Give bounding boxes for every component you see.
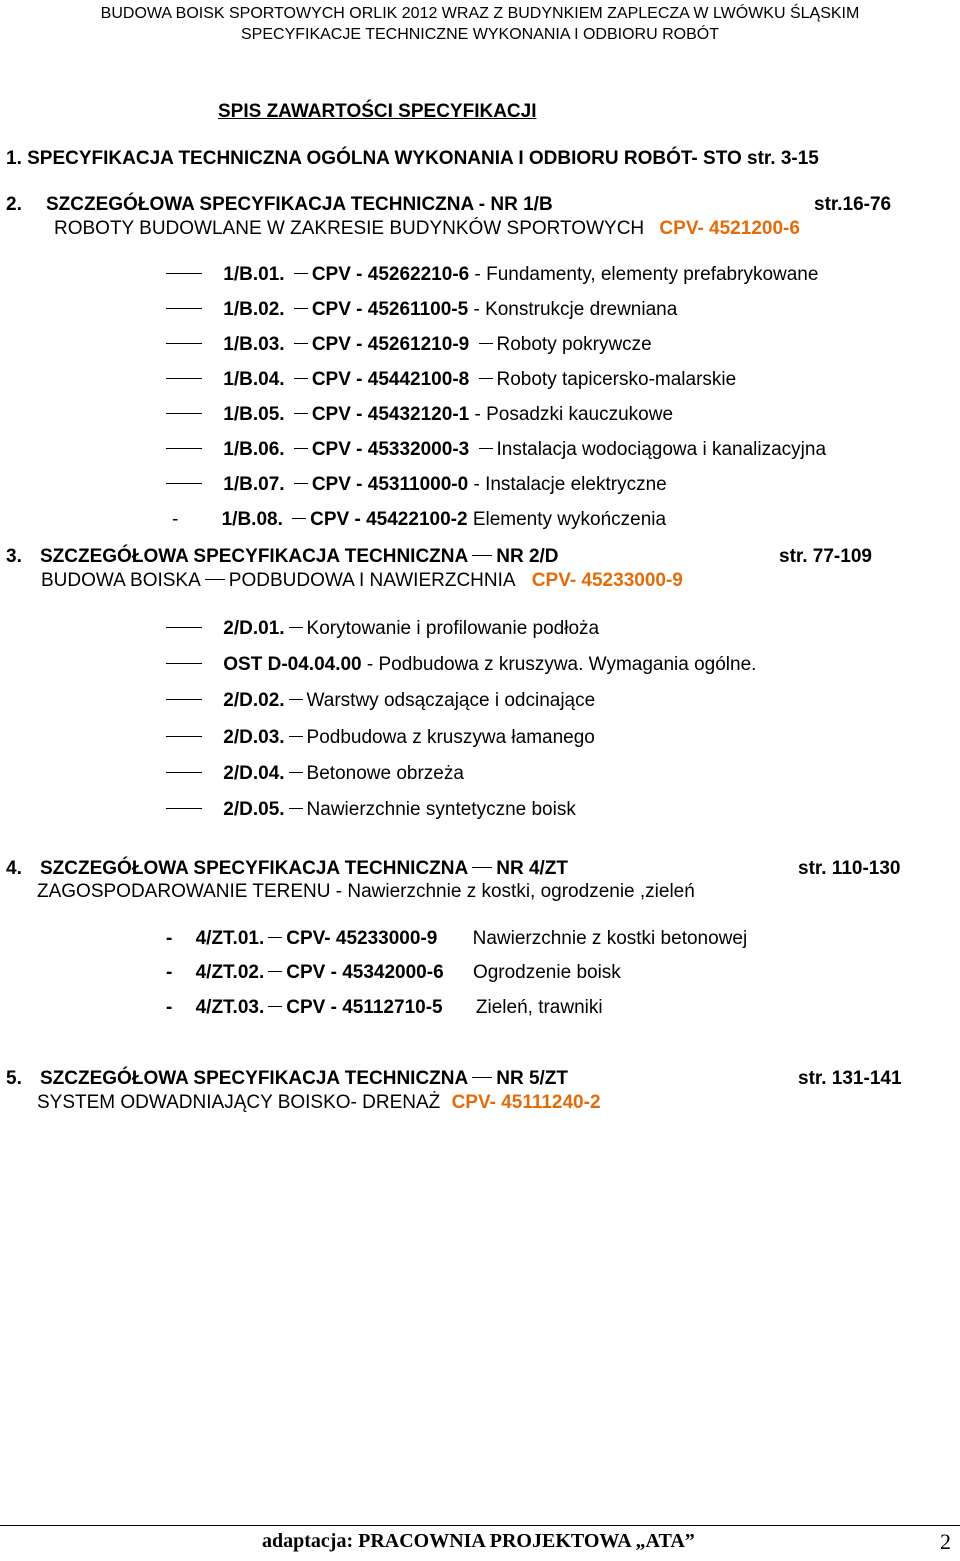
list-item [166, 654, 756, 676]
item-code: 1/B.07. [223, 474, 285, 495]
dash-separator [268, 937, 282, 938]
item-cpv: CPV - 45432120-1 [311, 404, 470, 425]
item-cpv: CPV - 45261100-5 [311, 299, 469, 320]
dash-bullet [166, 663, 202, 664]
dash-separator [294, 483, 308, 484]
item-code: 1/B.05. [223, 404, 285, 425]
item-desc: Betonowe obrzeża [306, 763, 464, 784]
dash-bullet [166, 308, 202, 309]
dash-separator [205, 579, 225, 580]
item-desc: Warstwy odsączające i odcinające [306, 690, 596, 711]
list-item [166, 404, 673, 426]
dash-bullet [166, 483, 202, 484]
dash-bullet [166, 448, 202, 449]
header-line-1: BUDOWA BOISK SPORTOWYCH ORLIK 2012 WRAZ Z BUDYNKIEM ZAPLECZA W LWÓWKU ŚLĄSKIM [100, 5, 860, 22]
section-2-cpv: CPV- 4521200-6 [659, 218, 800, 239]
list-item [166, 618, 599, 640]
item-sep: - [473, 474, 480, 495]
item-cpv: CPV - 45422100-2 [310, 509, 468, 530]
section-4-title: SZCZEGÓŁOWA SPECYFIKACJA TECHNICZNA [40, 858, 469, 879]
hyphen-bullet: - [166, 962, 173, 983]
footer-divider [0, 1525, 960, 1526]
dash-bullet [166, 772, 202, 773]
section-2-pages: str.16-76 [814, 194, 892, 215]
section-5-subtitle-text: SYSTEM ODWADNIAJĄCY BOISKO- DRENAŻ [37, 1092, 441, 1113]
dash-separator [294, 273, 308, 274]
item-desc: Roboty pokrywcze [496, 334, 652, 355]
item-cpv: CPV - 45442100-8 [311, 369, 470, 390]
dash-separator [268, 971, 282, 972]
list-item [166, 799, 576, 821]
item-code: 2/D.03. [223, 727, 285, 748]
item-desc: Podbudowa z kruszywa łamanego [306, 727, 595, 748]
dash-separator [472, 867, 492, 868]
item-cpv: CPV - 45311000-0 [311, 474, 469, 495]
dash-separator [294, 413, 308, 414]
section-5-title: SZCZEGÓŁOWA SPECYFIKACJA TECHNICZNA [40, 1068, 469, 1089]
dash-bullet [166, 736, 202, 737]
item-cpv: CPV - 45342000-6 [286, 962, 444, 983]
list-item [166, 962, 621, 984]
dash-separator [479, 343, 493, 344]
dash-separator [268, 1006, 282, 1007]
list-item [166, 439, 826, 461]
section-3-nr: NR 2/D [496, 546, 559, 567]
dash-separator [294, 308, 308, 309]
dash-separator [294, 448, 308, 449]
item-sep: - [474, 404, 481, 425]
section-3-title: SZCZEGÓŁOWA SPECYFIKACJA TECHNICZNA [40, 546, 469, 567]
section-5-number: 5. [6, 1068, 22, 1089]
item-cpv: CPV- 45233000-9 [286, 928, 438, 949]
item-code: 1/B.06. [223, 439, 285, 460]
dash-bullet [166, 273, 202, 274]
item-desc: Nawierzchnie z kostki betonowej [472, 928, 748, 949]
list-item [166, 690, 595, 712]
section-3-subtitle-a: BUDOWA BOISKA [41, 570, 201, 591]
item-desc: Korytowanie i profilowanie podłoża [306, 618, 600, 639]
footer-text: adaptacja: PRACOWNIA PROJEKTOWA „ATA” [262, 1530, 695, 1552]
item-cpv: CPV - 45332000-3 [311, 439, 470, 460]
header-line-2: SPECYFIKACJE TECHNICZNE WYKONANIA I ODBIORU ROBÓT [241, 26, 719, 43]
item-code: 4/ZT.01. [195, 928, 265, 949]
dash-bullet [166, 378, 202, 379]
list-item [166, 474, 667, 496]
item-desc: Nawierzchnie syntetyczne boisk [306, 799, 576, 820]
item-desc: - Podbudowa z kruszywa. Wymagania ogólne. [366, 654, 757, 675]
dash-separator [479, 378, 493, 379]
item-desc: Instalacja wodociągowa i kanalizacyjna [496, 439, 827, 460]
item-sep: - [473, 299, 480, 320]
section-2-subtitle [54, 218, 800, 240]
list-item [166, 727, 595, 749]
section-3-subtitle-b: PODBUDOWA I NAWIERZCHNIA [228, 570, 515, 591]
dash-separator [292, 518, 306, 519]
list-item [172, 509, 666, 531]
section-5-subtitle [37, 1092, 601, 1114]
dash-separator [289, 772, 303, 773]
item-cpv: CPV - 45262210-6 [311, 264, 470, 285]
item-code: 1/B.01. [223, 264, 285, 285]
dash-separator [472, 1077, 492, 1078]
dash-separator [289, 736, 303, 737]
list-item [166, 299, 677, 321]
section-5-nr: NR 5/ZT [496, 1068, 568, 1089]
item-code: 2/D.02. [223, 690, 285, 711]
item-code: 1/B.03. [223, 334, 285, 355]
section-2-number: 2. [6, 194, 22, 215]
item-cpv: CPV - 45112710-5 [286, 997, 443, 1018]
section-4-subtitle: ZAGOSPODAROWANIE TERENU - Nawierzchnie z kostki, ogrodzenie ,zieleń [37, 881, 695, 902]
section-4-number: 4. [6, 858, 22, 879]
item-desc: Roboty tapicersko-malarskie [496, 369, 737, 390]
section-1-line: 1. SPECYFIKACJA TECHNICZNA OGÓLNA WYKONANIA I ODBIORU ROBÓT- STO str. 3-15 [6, 148, 819, 169]
item-code: 2/D.04. [223, 763, 285, 784]
list-item [166, 264, 818, 286]
item-cpv: CPV - 45261210-9 [311, 334, 470, 355]
section-2-subtitle-text: ROBOTY BUDOWLANE W ZAKRESIE BUDYNKÓW SPORTOWYCH [54, 218, 645, 239]
list-item [166, 997, 603, 1019]
dash-bullet [166, 413, 202, 414]
dash-bullet [166, 343, 202, 344]
hyphen-bullet: - [166, 928, 173, 949]
section-2-title: SZCZEGÓŁOWA SPECYFIKACJA TECHNICZNA - NR 1/B [46, 194, 553, 215]
section-5-pages: str. 131-141 [798, 1068, 902, 1089]
item-desc: Konstrukcje drewniana [485, 299, 678, 320]
section-4-nr: NR 4/ZT [496, 858, 568, 879]
dash-separator [472, 555, 492, 556]
dash-separator [289, 808, 303, 809]
section-5-title-line [40, 1068, 568, 1090]
section-3-title-line [40, 546, 559, 568]
list-item [166, 928, 747, 950]
item-code: 2/D.05. [223, 799, 285, 820]
item-desc: Zieleń, trawniki [475, 997, 603, 1018]
dash-bullet [166, 699, 202, 700]
item-desc: Ogrodzenie boisk [472, 962, 621, 983]
item-desc: Elementy wykończenia [472, 509, 667, 530]
hyphen-bullet: - [172, 509, 179, 530]
list-item [166, 763, 464, 785]
dash-bullet [166, 627, 202, 628]
item-code: OST D-04.04.00 [223, 654, 362, 675]
item-code: 4/ZT.03. [195, 997, 265, 1018]
section-3-number: 3. [6, 546, 22, 567]
hyphen-bullet: - [166, 997, 173, 1018]
dash-separator [479, 448, 493, 449]
section-3-cpv: CPV- 45233000-9 [531, 570, 683, 591]
item-code: 2/D.01. [223, 618, 285, 639]
list-item [166, 369, 736, 391]
section-4-pages: str. 110-130 [798, 858, 901, 879]
item-code: 4/ZT.02. [195, 962, 265, 983]
dash-separator [289, 699, 303, 700]
section-5-cpv: CPV- 45111240-2 [451, 1092, 601, 1113]
section-3-subtitle [41, 570, 683, 592]
item-desc: Posadzki kauczukowe [486, 404, 674, 425]
page-title: SPIS ZAWARTOŚCI SPECYFIKACJI [218, 101, 537, 122]
item-desc: Instalacje elektryczne [485, 474, 667, 495]
item-code: 1/B.08. [221, 509, 283, 530]
item-code: 1/B.02. [223, 299, 285, 320]
dash-separator [294, 378, 308, 379]
section-4-title-line [40, 858, 568, 880]
list-item [166, 334, 652, 356]
dash-separator [289, 627, 303, 628]
page-number: 2 [940, 1529, 951, 1554]
item-sep: - [474, 264, 481, 285]
item-desc: Fundamenty, elementy prefabrykowane [486, 264, 819, 285]
dash-bullet [166, 808, 202, 809]
item-code: 1/B.04. [223, 369, 285, 390]
dash-separator [294, 343, 308, 344]
section-3-pages: str. 77-109 [779, 546, 872, 567]
